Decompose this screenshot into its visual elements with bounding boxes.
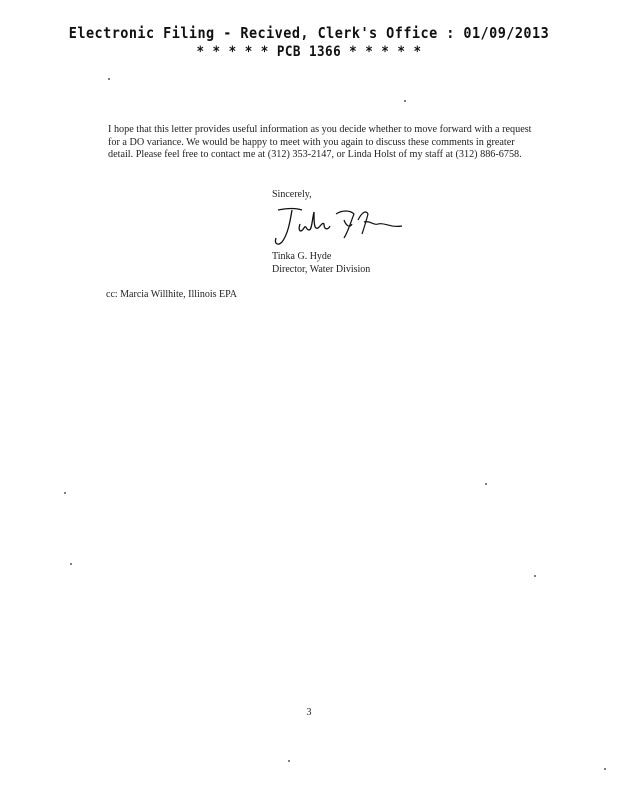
signer-name: Tinka G. Hyde [272,251,332,262]
filing-stamp-line-2: * * * * * PCB 1366 * * * * * [196,44,422,60]
scan-speck [485,483,487,485]
scan-speck [70,563,72,565]
filing-stamp-line-1: Electronic Filing - Recived, Clerk's Office : 01/09/2013 [68,24,550,42]
letter-closing: Sincerely, [272,189,312,200]
scan-speck [288,760,290,762]
scan-speck [64,492,66,494]
cc-line: cc: Marcia Willhite, Illinois EPA [106,289,237,300]
letter-paragraph: I hope that this letter provides useful information as you decide whether to move forward with a request for a DO variance. We would be happy to meet with you again to discuss these comments in greater detail. Please feel free to contact me at (312) 353-2147, or Linda Holst of my staff at (312) 886-6758. [108,124,532,160]
letter-body [108,124,538,162]
scan-speck [534,575,536,577]
signer-title: Director, Water Division [272,264,371,275]
scan-speck [108,78,110,80]
handwritten-signature [266,200,406,250]
scan-speck [604,768,606,770]
scan-speck [404,100,406,102]
page-number: 3 [306,707,312,718]
